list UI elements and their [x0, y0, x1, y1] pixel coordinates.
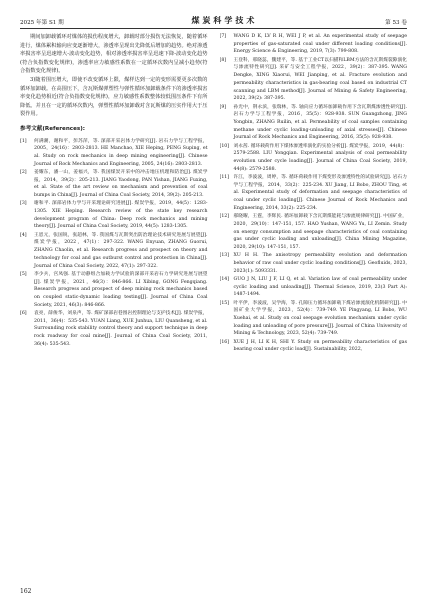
reference-item [220, 252, 408, 275]
two-column-body [20, 33, 407, 581]
body-paragraph: 期间加卸载循环对煤体的损伤程度增大，卸载时部分损伤无法恢复，随着循环进行，煤体累积输向应变逐渐增大，渗透率呈现出先降低后增加的趋势。绝对渗透率损害率呈迅速增大-波动变化趋势，相对渗透率损害率呈迅速下降-波动变化趋势(符合负指数变化规律)，渗透率应力敏感性系数在一定循环次数内呈减小趋势(符合指数变化规律)。 [20, 34, 208, 75]
reference-item [220, 339, 408, 354]
reference-number: [5] [20, 271, 27, 277]
reference-text: XUE J H, LI K H, SHI Y. Study on permeability characteristics of gas bearing coal under cyclic load[J]. Sustainability, 2022, [233, 339, 407, 353]
reference-text: 姜耀东，潘一山，姜福兴，等. 我国煤炭开采中的冲击地压机理和防治[J]. 煤炭学报，2014，39(2)：205-213. JIANG Yaodong, PAN Yishan, JIANG Fuxing, et al. State of the art review on mechanism and prevention of coal bumps in China[J]. Journal of China Coal Society, 2014, 39(2): 205-213. [34, 169, 208, 199]
reference-number: [12] [219, 214, 230, 220]
reference-number: [13] [219, 253, 230, 259]
reference-text: 王登科，邢晓蕊，魏建平，等. 基于工业CT以扫描和LBM方法的含瓦斯煤裂隙演化与渗流特性研究[J]. 采矿与安全工程学报，2022，39(2)：387-395. WANG Dengke, XING Xiaorui, WEI Jianping, et al. Fracture evolution and permeability characteristics in gas-bearing coal based on industrial CT scanning and LBM method[J]. Journal of Mining & Safety Engineering, 2022, 39(2): 387-395. [233, 57, 407, 102]
running-header [20, 10, 407, 26]
reference-item [20, 200, 208, 231]
reference-item [220, 276, 408, 299]
reference-number: [9] [219, 104, 227, 110]
reference-text: 谢和平. 深部岩体力学与开采理论研究进展[J]. 煤炭学报，2019，44(5)：1283-1305. XIE Heping. Research review of the state key research development program of China: Deep rock mechanics and mining theory[J]. Journal of China Coal Society, 2019, 44(5): 1283-1305. [34, 201, 208, 230]
reference-item [20, 232, 208, 271]
reference-item [220, 143, 408, 174]
reference-text: 郝晓曜，王霆，李辉民. 循环加卸载下含瓦斯煤能耗与渗流规律研究[J]. 中国矿业，2020，29(10)：147-151, 157. HAO Yushan, WANG Yu, LI Zemin. Study on energy consumption and seepage characteristics of coal containing gas under cyclic loading and unloading[J]. China Mining Magazine, 2020, 29(10): 147-151, 157. [233, 214, 407, 250]
reference-number: [2] [20, 169, 27, 175]
reference-text: 何满潮，谢和平，彭苏萍，等. 深部开采岩体力学研究[J]. 岩石力学与工程学报，2005，24(16)：2803-2813. HE Manchao, XIE Heping, PENG Suping, et al. Study on rock mechanics in deep mining engineering[J]. Chinese Journal of Rock Mechanics and Engineering, 2005, 24(16): 2803-2813. [34, 138, 208, 167]
right-column [220, 33, 408, 581]
left-column [20, 33, 208, 581]
reference-number: [4] [20, 232, 27, 238]
reference-number: [14] [219, 276, 230, 282]
reference-list-left [20, 138, 208, 349]
reference-item [220, 104, 408, 143]
reference-item [220, 57, 408, 103]
reference-text: 叶平伊，李波波，吴学海，等. 孔隙压力循环加卸载下煤岩渗流演化机制研究[J]. 中国矿业大学学报，2023，52(4)：739-749. YE Pingyang, LI Bobo, WU Xuehai, et al. Study on coal seepage evolution mechanism under cyclic loading and unloading of pore pressure[J]. Journal of China University of Mining & Technology, 2023, 52(4): 739-749. [233, 300, 407, 337]
reference-text: WANG D K, LV R H, WEI J P, et al. An experimental study of seepage properties of gas-saturated coal under different loading conditions[J]. Energy Science & Engineering, 2019, 7(3): 799-808. [233, 34, 407, 55]
reference-number: [7] [219, 34, 227, 39]
volume-label: 第 53 卷 [385, 20, 407, 26]
reference-number: [8] [219, 57, 227, 63]
reference-item [20, 271, 208, 310]
reference-item [220, 174, 408, 213]
page-number: 162 [20, 588, 32, 595]
reference-item [220, 33, 408, 56]
reference-text: 刘永茜. 循环载荷作用下煤体渗透率演化的实验分析[J]. 煤炭学报，2019，44(8)：2579-2588. LIU Yongqian. Experimental analysis of coal permeability evolution under cycle loading[J]. Journal of China Coal Society, 2019, 44(8): 2579-2588. [233, 143, 407, 172]
reference-number: [3] [20, 201, 27, 207]
issue-label: 2025 年第 S1 期 [20, 20, 64, 26]
reference-number: [10] [219, 143, 230, 149]
reference-text: 袁亮，薛俊华，刘泉声，等. 煤矿深部岩巷围岩控制理论与支护技术[J]. 煤炭学报，2011，36(4)：535-543. YUAN Liang, XUE Junhua, LIU Quansheng, et al. Surrounding rock stability control theory and support technique in deep rock roadway for coal mine[J]. Journal of China Coal Society, 2011, 36(4): 535-543. [34, 310, 208, 347]
reference-item [220, 213, 408, 252]
reference-item [20, 169, 208, 200]
reference-text: 许江，李波波，周婷，等. 循环荷载作用下煤变形及渗透特性的试验研究[J]. 岩石力学与工程学报，2014，33(2)：225-234. XU Jiang, LI Bobo, ZHOU Ting, et al. Experimental study of deformation and seepage characteristics of coal under cyclic loading[J]. Chinese Journal of Rock Mechanics and Engineering, 2014, 33(2): 225-234. [233, 175, 407, 211]
reference-text: 孙光中，荆永滨，张瑞林，等. 轴向应力循环加卸载作用下含瓦斯煤渗透性研究[J]. 岩石力学与工程学报，2016，35(5)：928-938. SUN Guangzhong, JING Yongbin, ZHANG Ruilin, et al. Permeability of coal samples containing methane under cyclic loading-unloading of axial stresses[J]. Chinese Journal of Rock Mechanics and Engineering, 2016, 35(5): 928-938. [233, 104, 407, 141]
reference-text: GUO J N, LIU J F, LI Q, et al. Variation law of coal permeability under cyclic loading and unloading[J]. Thermal Science, 2019, 23(3 Part A): 1487-1494. [233, 276, 407, 298]
header-rule [20, 28, 407, 29]
references-heading: 参考文献(References): [20, 125, 86, 132]
reference-number: [16] [219, 339, 230, 345]
reference-number: [1] [20, 138, 27, 144]
reference-list-right [220, 33, 408, 354]
reference-item [220, 300, 408, 339]
reference-text: 王恩元，张国锐，张超林，等. 我国煤与瓦斯突出防治理论技术研究进展与展望[J]. 煤炭学报，2022，47(1)：297-322. WANG Enyuan, ZHANG Guorui, ZHANG Chaolin, et al. Research progress and prospect on theory and technology for coal and gas outburst control and protection in China[J]. Journal of China Coal Society, 2022, 47(1): 297-322. [34, 232, 208, 269]
reference-number: [6] [20, 310, 27, 316]
reference-text: 李少兵，宫凤强. 基于动静组合加载力学试验的深部开采岩石力学研究进展与展望[J]. 煤炭学报，2021，46(3)：846-866. LI Xibing, GONG Fengqiang. Research progress and prospect of deep mining rock mechanics based on coupled static-dynamic loading testing[J]. Journal of China Coal Society, 2021, 46(3): 846-866. [34, 271, 208, 308]
reference-text: XU H H. The anisotropy permeability evolution and deformation behavior of raw coal under cyclic loading conditions[J]. Geofluids, 2023, 2023(1): 5093331. [233, 253, 407, 274]
body-paragraph: 3)随着围压增大，即使不改变循环上限，煤样达到一定的变形需要更多次数的循环加卸载。在高围压下，含瓦斯煤弹塑性与弹性循环加卸载条件下的渗透率损害率变化趋势相近(符合负指数变化规律)，应力敏感性系数整体较低围压条件下有所降低。并且在一定的循环次数内，弹塑性循环加卸载对含瓦斯煤的压实作用大于压裂作用。 [20, 76, 208, 118]
reference-item [20, 138, 208, 169]
reference-item [20, 310, 208, 349]
journal-title: 煤炭科学技术 [191, 16, 258, 25]
reference-number: [15] [219, 300, 230, 306]
reference-number: [11] [219, 175, 230, 181]
